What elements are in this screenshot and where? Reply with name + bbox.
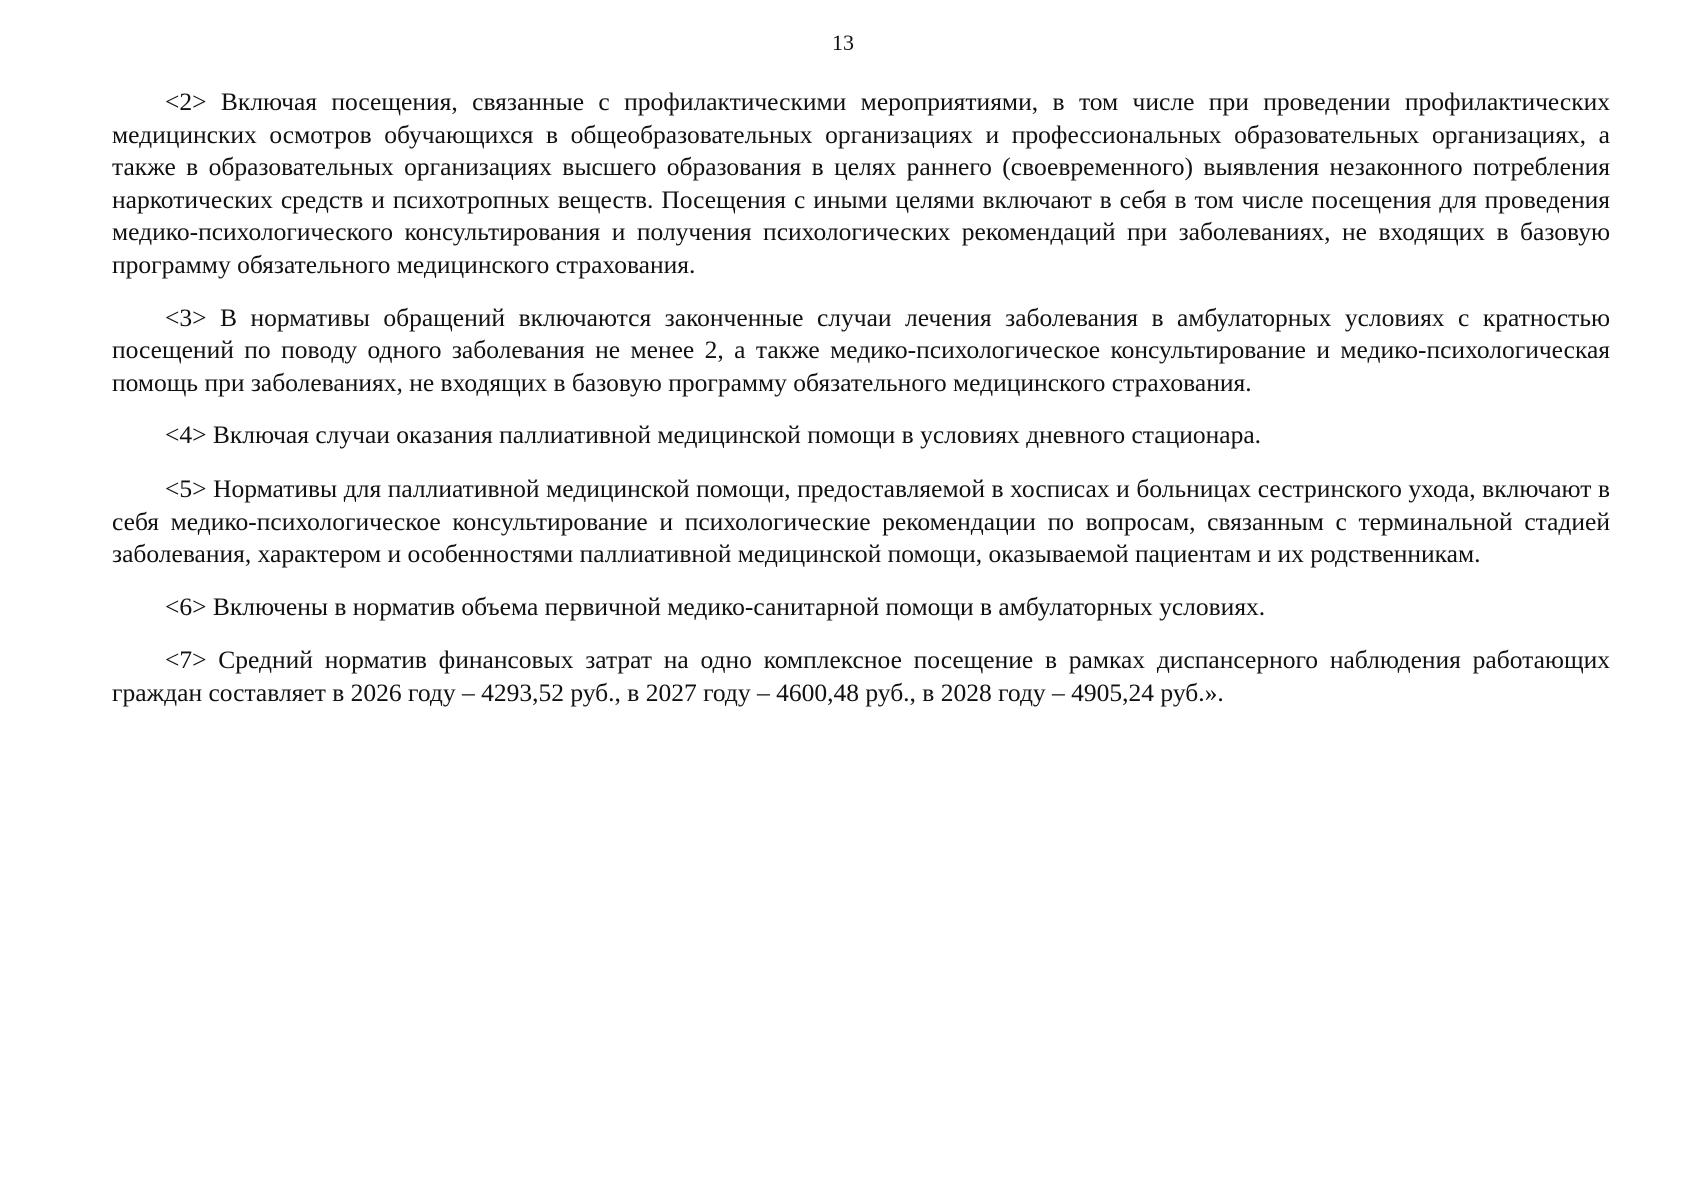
- footnote-5: <5> Нормативы для паллиативной медицинской помощи, предоставляемой в хосписах и больницах сестринского ухода, включают в себя медико-психологическое консультирование и психологические рекомендации по вопросам, связанным с терминальной стадией заболевания, характером и особенностями паллиативной медицинской помощи, оказываемой пациентам и их родственникам.: [112, 473, 1610, 569]
- footnote-4: <4> Включая случаи оказания паллиативной медицинской помощи в условиях дневного стационара.: [165, 420, 1262, 450]
- footnotes-section: [112, 86, 1610, 730]
- footnote-2: <2> Включая посещения, связанные с профилактическими мероприятиями, в том числе при проведении профилактических медицинских осмотров обучающихся в общеобразовательных организациях и профессиональных образовательных организациях, а также в образовательных организациях высшего образования в целях раннего (своевременного) выявления незаконного потребления наркотических средств и психотропных веществ. Посещения с иными целями включают в себя в том числе посещения для проведения медико-психологического консультирования и получения психологических рекомендаций при заболеваниях, не входящих в базовую программу обязательного медицинского страхования.: [112, 87, 1610, 279]
- footnote-6: <6> Включены в норматив объема первичной медико-санитарной помощи в амбулаторных условиях.: [165, 591, 1266, 621]
- footnote-7: <7> Средний норматив финансовых затрат на одно комплексное посещение в рамках диспансерного наблюдения работающих граждан составляет в 2026 году – 4293,52 руб., в 2027 году – 4600,48 руб., в 2028 году – 4905,24 руб.».: [112, 645, 1610, 707]
- page-number: 13: [832, 30, 854, 55]
- footnote-3: <3> В нормативы обращений включаются законченные случаи лечения заболевания в амбулаторных условиях с кратностью посещений по поводу одного заболевания не менее 2, а также медико-психологическое консультирование и медико-психологическая помощь при заболеваниях, не входящих в базовую программу обязательного медицинского страхования.: [112, 302, 1610, 397]
